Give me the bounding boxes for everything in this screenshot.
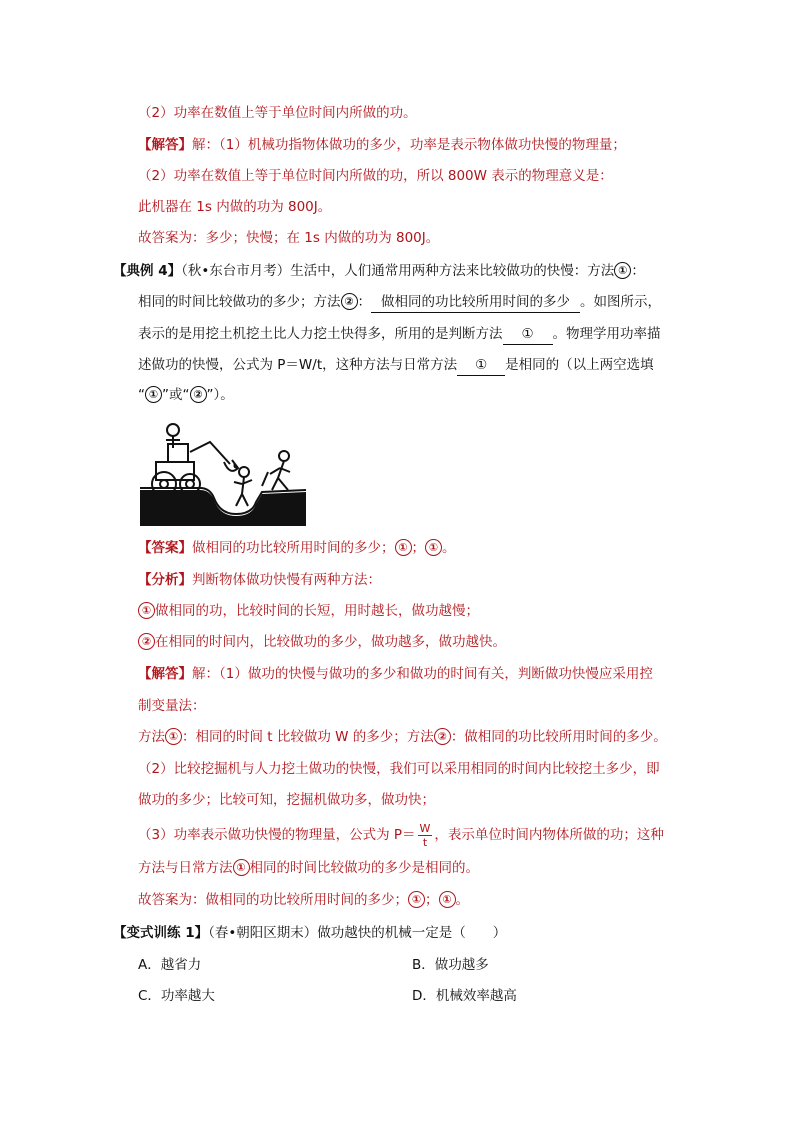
solution-line-2: （2）功率在数值上等于单位时间内所做的功，所以 800W 表示的物理意义是： [138, 168, 613, 184]
solution2-line-8 [138, 890, 469, 910]
example4-text: 。物理学用功率描 [552, 326, 661, 342]
example4-line-2 [138, 292, 661, 313]
solution2-line-4: （2）比较挖掘机与人力挖土做功的快慢，我们可以采用相同的时间内比较挖土多少，即 [138, 761, 660, 777]
solution2-text: （3）功率表示做功快慢的物理量，公式为 P＝ [138, 827, 416, 843]
answer-tag: 【答案】 [138, 540, 192, 556]
example4-text: 表示的是用挖土机挖土比人力挖土快得多，所用的是判断方法 [138, 326, 503, 342]
solution2-line-2: 制变量法： [138, 698, 206, 714]
example4-line-5 [138, 385, 234, 405]
excavator-illustration [138, 422, 308, 526]
example4-text: 是相同的（以上两空选填 [505, 357, 654, 373]
solution2-line-5: 做功的多少；比较可知，挖掘机做功多，做功快； [138, 792, 435, 808]
option-c[interactable]: C．功率越大 [138, 988, 215, 1004]
option-d[interactable]: D．机械效率越高 [412, 988, 517, 1004]
option-marker-1: ① [145, 386, 162, 403]
solution2-text: 解：（1）做功的快慢与做功的多少和做功的时间有关，判断做功快慢应采用控 [192, 666, 653, 682]
example4-colon: ： [631, 263, 645, 279]
final-sep: ； [425, 892, 439, 908]
final-marker-2: ① [439, 891, 456, 908]
quote-or: ”或“ [162, 387, 190, 403]
example4-line-4 [138, 355, 654, 376]
exercise-tag: 【变式训练 1】 [113, 925, 209, 941]
analysis-item-2 [138, 632, 506, 652]
exercise-question [113, 923, 506, 943]
example4-text: （秋•东台市月考）生活中，人们通常用两种方法来比较做功的快慢：方法 [181, 263, 615, 279]
power-formula-fraction [418, 822, 433, 849]
solution2-marker-3: ① [233, 859, 250, 876]
analysis-tag: 【分析】 [138, 572, 192, 588]
example4-text: 述做功的快慢，公式为 P＝W/t，这种方法与日常方法 [138, 357, 458, 373]
answer-sep: ； [411, 540, 425, 556]
answer-end: 。 [442, 540, 456, 556]
analysis-item-1 [138, 601, 479, 621]
method-1-marker: ① [614, 262, 631, 279]
answer-blank-2: ① [503, 324, 553, 345]
solution2-marker-2: ② [434, 728, 451, 745]
analysis-marker-2: ② [138, 633, 155, 650]
solution2-text: 相同的时间比较做功的多少是相同的。 [249, 860, 479, 876]
exercise-text: （春•朝阳区期末）做功越快的机械一定是（ ） [208, 925, 507, 941]
solution2-text: ：相同的时间 t 比较做功 W 的多少；方法 [182, 729, 434, 745]
solution2-text: 方法与日常方法 [138, 860, 233, 876]
option-a[interactable]: A．越省力 [138, 957, 202, 973]
quote-open: “ [138, 387, 145, 403]
solution2-text: 故答案为：做相同的功比较所用时间的多少； [138, 892, 408, 908]
example4-line-3 [138, 324, 661, 345]
solution2-line-3 [138, 727, 667, 747]
solution2-line-6 [138, 820, 664, 850]
analysis-item-text: 做相同的功，比较时间的长短，用时越长，做功越慢； [155, 603, 479, 619]
analysis-marker-1: ① [138, 602, 155, 619]
analysis-text: 判断物体做功快慢有两种方法： [192, 572, 381, 588]
fraction-numerator: W [419, 821, 431, 835]
example4-tag: 【典例 4】 [113, 263, 182, 279]
example4-text: 相同的时间比较做功的多少；方法 [138, 294, 341, 310]
option-marker-2: ② [190, 386, 207, 403]
solution2-text: 方法 [138, 729, 165, 745]
analysis-item-text: 在相同的时间内，比较做功的多少，做功越多，做功越快。 [155, 634, 506, 650]
answer-blank-3: ① [457, 355, 505, 376]
answer-summary-line: 故答案为：多少；快慢；在 1s 内做的功为 800J。 [138, 230, 440, 246]
answer-line [138, 538, 456, 558]
example4-line-1 [113, 261, 645, 281]
solution2-text: ：做相同的功比较所用时间的多少。 [450, 729, 667, 745]
fraction-denominator: t [422, 835, 428, 849]
quote-close: ”）。 [206, 387, 234, 403]
final-end: 。 [455, 892, 469, 908]
answer-blank-1: 做相同的功比较所用时间的多少 [371, 292, 580, 313]
final-marker-1: ① [408, 891, 425, 908]
solution2-tag: 【解答】 [138, 666, 192, 682]
example4-colon: ： [357, 294, 371, 310]
method-2-marker: ② [341, 293, 358, 310]
solution-tag: 【解答】 [138, 137, 192, 153]
line-power-definition: （2）功率在数值上等于单位时间内所做的功。 [138, 105, 417, 121]
option-b[interactable]: B．做功越多 [412, 957, 489, 973]
solution-line-3: 此机器在 1s 内做的功为 800J。 [138, 199, 332, 215]
solution-line-1 [138, 135, 626, 155]
answer-text: 做相同的功比较所用时间的多少； [192, 540, 395, 556]
analysis-line [138, 570, 381, 590]
answer-marker-1: ① [395, 539, 412, 556]
solution-text: 解：（1）机械功指物体做功的多少，功率是表示物体做功快慢的物理量； [192, 137, 626, 153]
example4-text: 。如图所示， [580, 294, 661, 310]
solution2-marker-1: ① [165, 728, 182, 745]
answer-marker-2: ① [425, 539, 442, 556]
solution2-line-1 [138, 664, 653, 684]
solution2-line-7 [138, 858, 479, 878]
solution2-text: ，表示单位时间内物体所做的功；这种 [434, 827, 664, 843]
